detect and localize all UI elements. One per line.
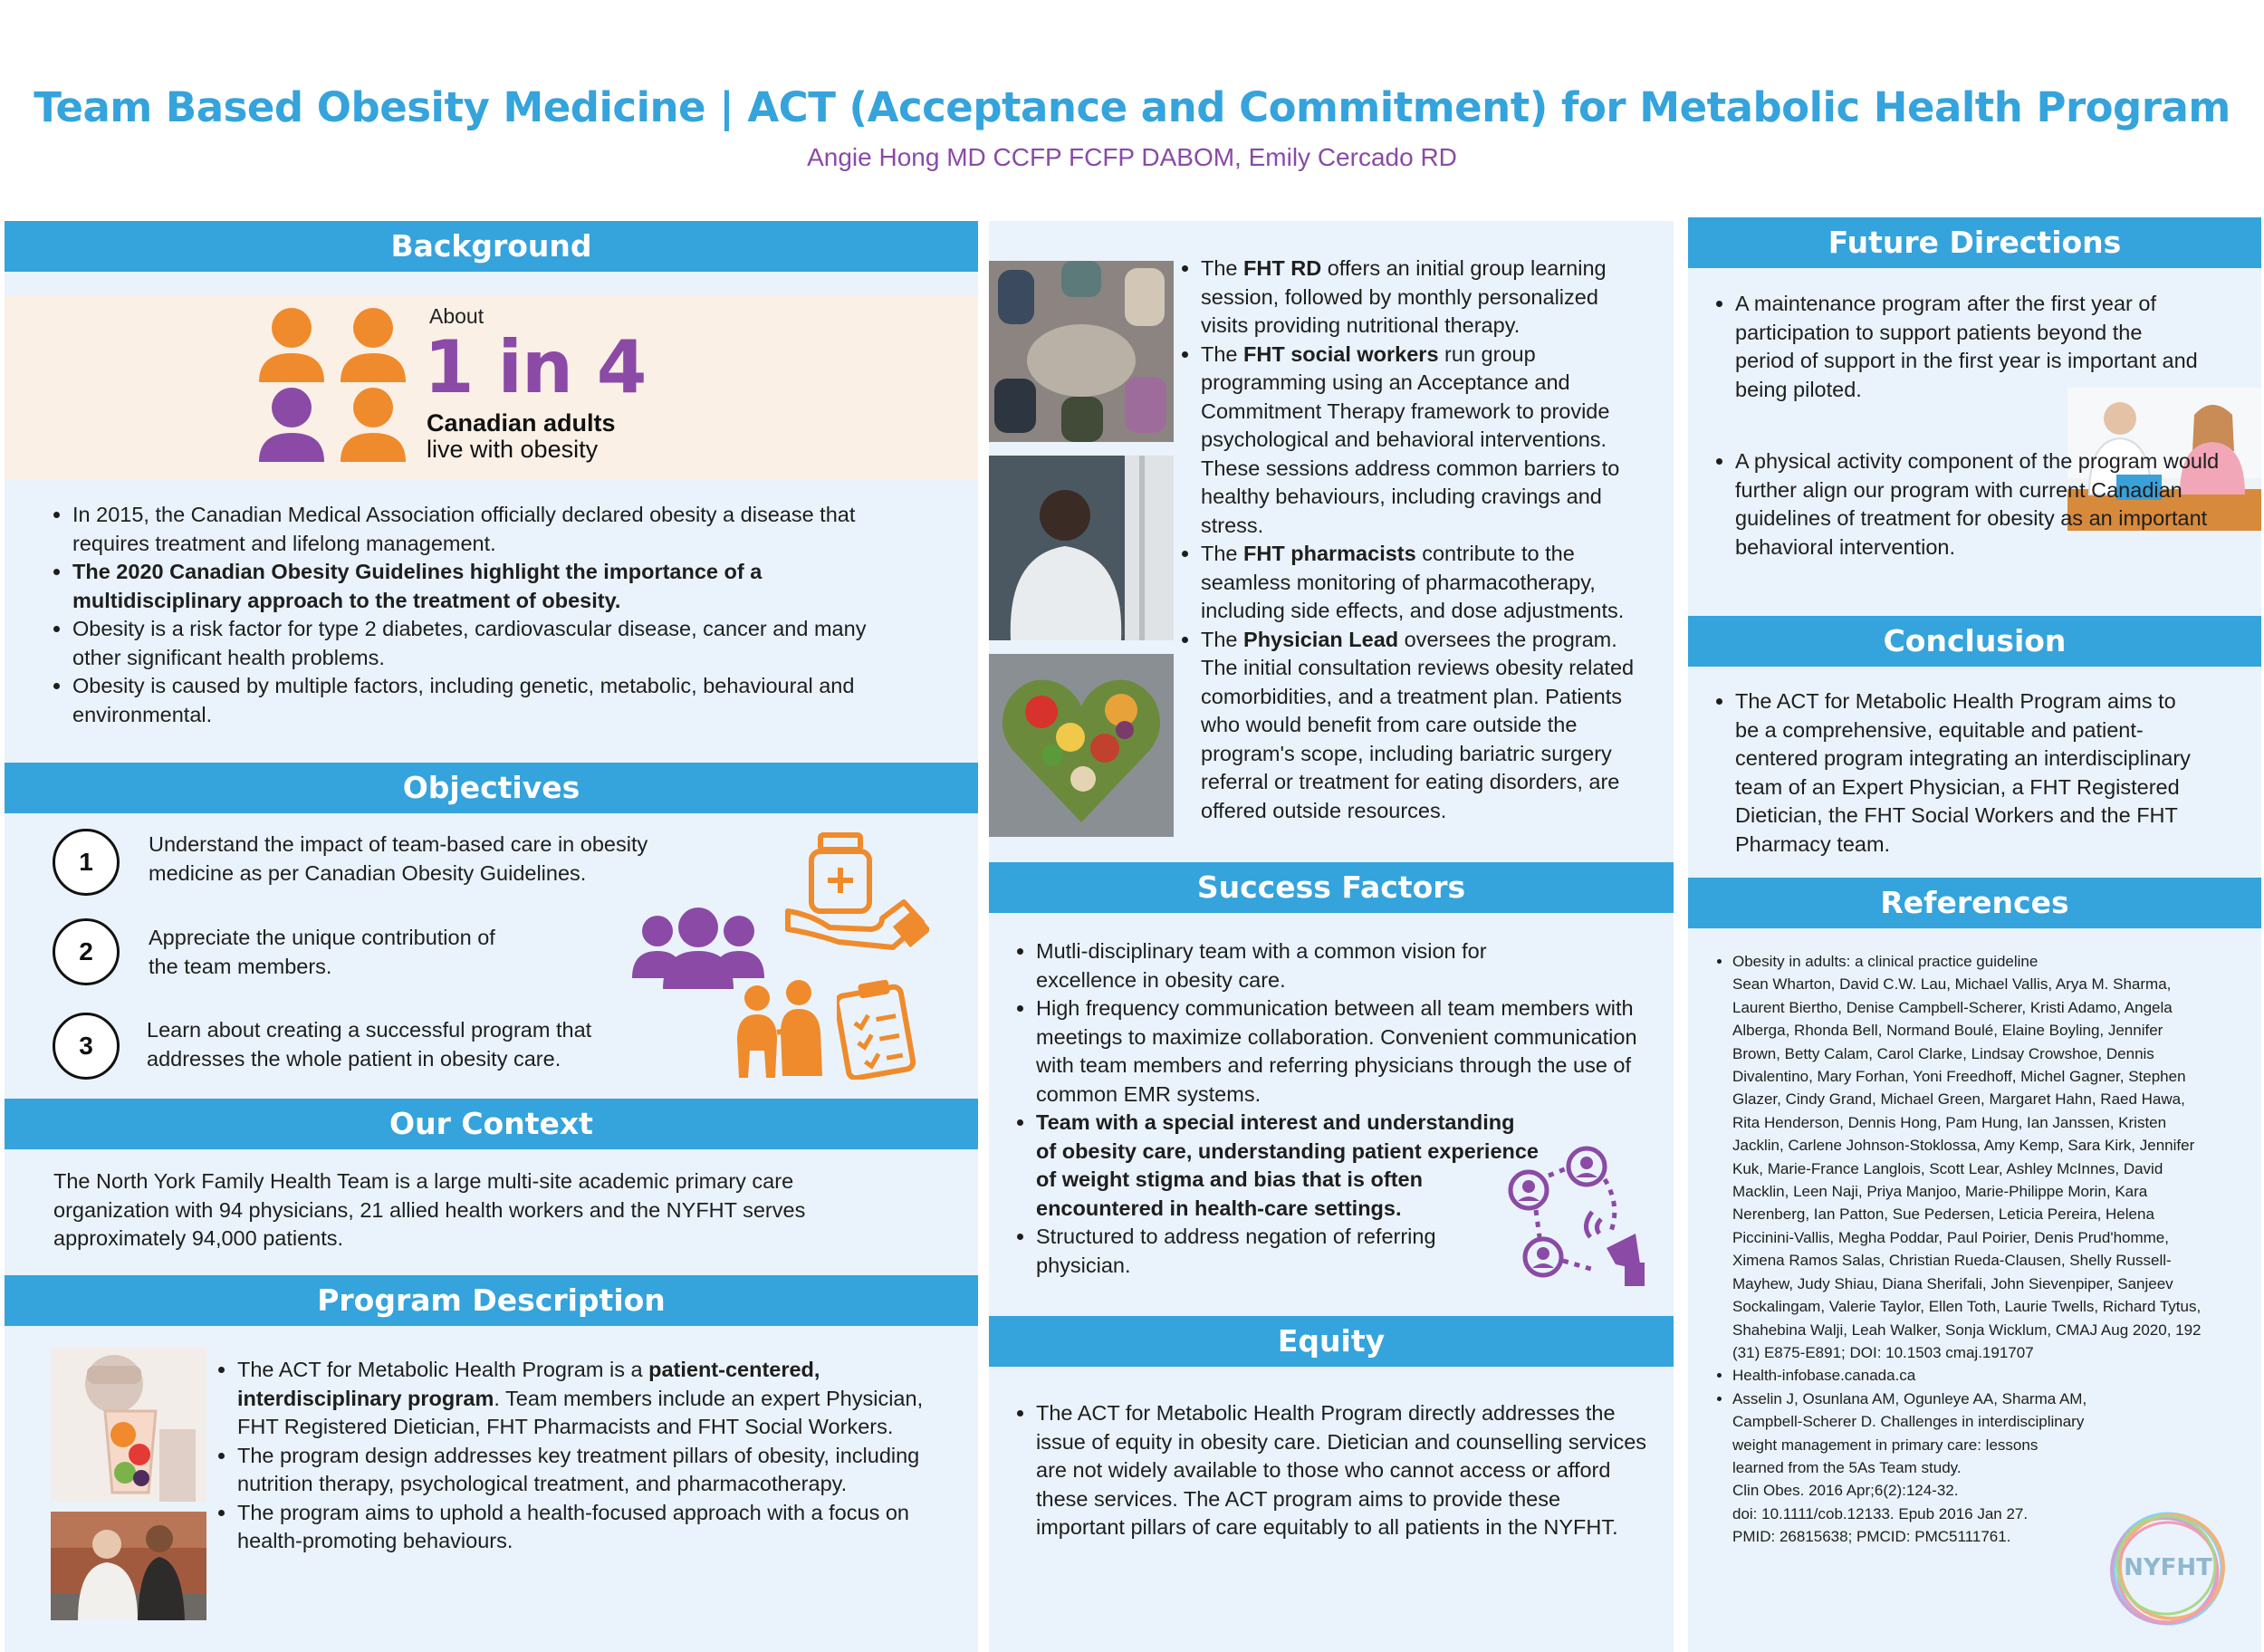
reference-3-line-3: weight management in primary care: lessons bbox=[1732, 1436, 2039, 1454]
background-bullet-3: • Obesity is a risk factor for type 2 diabetes, cardiovascular disease, cancer and many other significant health problems. bbox=[72, 615, 920, 672]
food-heart-photo bbox=[989, 654, 1174, 837]
person-orange-2 bbox=[341, 308, 406, 382]
team-rd-pre: The bbox=[1201, 256, 1244, 280]
program-bullet-2: • The program design addresses key treatment pillars of obesity, including nutrition therapy, psychological treatment, and pharmacotherapy. bbox=[237, 1442, 931, 1499]
reference-3-line-7: PMID: 26815638; PMCID: PMC5111761. bbox=[1732, 1528, 2011, 1546]
objective-number-3: 3 bbox=[53, 1013, 120, 1080]
reference-3-line-1: • Asselin J, Osunlana AM, Ogunleye AA, Sharma AM, bbox=[1732, 1389, 2087, 1407]
objective-number-1: 1 bbox=[53, 829, 120, 896]
medicine-hand-icon bbox=[784, 828, 929, 951]
network-communication-icon bbox=[1503, 1143, 1655, 1292]
program-b1-post: . Team members include an expert Physician, FHT Registered Dietician, FHT Pharmacists and FHT Social Workers. bbox=[237, 1386, 924, 1438]
team-bullets bbox=[1179, 255, 1650, 825]
team-sw-post: run group programming using an Acceptance and Commitment Therapy framework to provide psychological and behavioral interventions. These sessions address common barriers to healthy behaviours, including cravings and stress. bbox=[1201, 341, 1620, 537]
people-group-icon bbox=[255, 306, 415, 466]
objective-text-1: Understand the impact of team-based care in obesity medicine as per Canadian Obesity Guidelines. bbox=[149, 832, 648, 885]
reference-3-line-4: learned from the 5As Team study. bbox=[1732, 1458, 1962, 1476]
background-bullet-4: • Obesity is caused by multiple factors, including genetic, metabolic, behavioural and environmental. bbox=[72, 672, 920, 729]
future-bullet-2-wrap bbox=[1713, 447, 2248, 562]
stat-value: 1 in 4 bbox=[424, 325, 647, 409]
reference-3-line-5: Clin Obes. 2016 Apr;6(2):124-32. bbox=[1732, 1482, 1959, 1500]
equity-text bbox=[1014, 1399, 1648, 1542]
team-rd-bold: FHT RD bbox=[1243, 256, 1322, 280]
objectives-heading: Objectives bbox=[5, 763, 978, 813]
team-pl-post: oversees the program. The initial consultation reviews obesity related comorbidities, and a treatment plan. Patients who would benefit from care outside the program's scope, including bariatric surgery referral or treatment for eating disorders, are offered outside resources. bbox=[1201, 627, 1635, 822]
stat-about: About bbox=[429, 304, 484, 328]
doctor-patient-icon bbox=[732, 978, 826, 1081]
person-orange-3 bbox=[341, 388, 406, 462]
team-sw-bold: FHT social workers bbox=[1243, 341, 1439, 366]
clipboard-icon bbox=[837, 978, 927, 1080]
woman-window-photo bbox=[989, 456, 1174, 640]
team-sw-pre: The bbox=[1201, 341, 1244, 366]
equity-heading: Equity bbox=[989, 1316, 1674, 1367]
conclusion-text bbox=[1713, 687, 2202, 859]
team-sw-bullet bbox=[1201, 341, 1650, 541]
reference-1-body: Sean Wharton, David C.W. Lau, Michael Vallis, Arya M. Sharma, Laurent Biertho, Denise Campbell-Scherer, Kristi Adamo, Angela Alberga, Rhonda Bell, Normand Boulé, Elaine Boyling, Jennifer Brown, Betty Calam, Carol Clarke, Lindsay Crowshoe, Dennis Divalentino, Mary Forhan, Yoni Freedhoff, Michel Gagner, Stephen Glazer, Cindy Grand, Michael Green, Margaret Hahn, Raed Hawa, Rita Henderson, Dennis Hong, Pam Hung, Ian Janssen, Kristen Jacklin, Carlene Johnson-Stoklossa, Amy Kemp, Sara Kirk, Jennifer Kuk, Marie-France Langlois, Scott Lear, Ashley McInnes, David Macklin, Leen Naji, Priya Manjoo, Marie-Philippe Morin, Kara Nerenberg, Ian Patton, Sue Pedersen, Leticia Pereira, Helena Piccinini-Vallis, Megha Poddar, Paul Poirier, Denis Prud'homme, Ximena Ramos Salas, Christian Rueda-Clausen, Shelly Russell-Mayhew, Judy Shiau, Diana Sherifali, John Sievenpiper, Sanjeev Sockalingam, Valerie Taylor, Ellen Toth, Laurie Twells, Richard Tytus, Shahebina Walji, Leah Walker, Sonja Wicklum, CMAJ Aug 2020, 192 (31) E875-E891; DOI: 10.1503 cmaj.191707 bbox=[1732, 975, 2202, 1361]
smoothie-photo bbox=[51, 1348, 206, 1502]
walking-couple-photo bbox=[51, 1512, 206, 1620]
objective-text-2: Appreciate the unique contribution of the team members. bbox=[149, 926, 495, 978]
poster-authors: Angie Hong MD CCFP FCFP DABOM, Emily Cercado RD bbox=[807, 143, 1457, 171]
team-pl-bold: Physician Lead bbox=[1243, 627, 1399, 651]
program-b1-bold: patient-centered, interdisciplinary program bbox=[237, 1358, 820, 1410]
context-heading: Our Context bbox=[5, 1099, 978, 1149]
background-bullet-1: • In 2015, the Canadian Medical Association officially declared obesity a disease that requires treatment and lifelong management. bbox=[72, 501, 920, 558]
future-bullet-1: • A maintenance program after the first year of participation to support patients beyond the period of support in the first year is important and being piloted. bbox=[1735, 290, 2202, 404]
reference-3-line-6: doi: 10.1111/cob.12133. Epub 2016 Jan 27. bbox=[1732, 1504, 2029, 1522]
background-bullets bbox=[51, 501, 920, 729]
team-rd-bullet bbox=[1201, 255, 1650, 341]
program-heading: Program Description bbox=[5, 1275, 978, 1326]
team-ph-bold: FHT pharmacists bbox=[1243, 542, 1416, 565]
future-b2-text: A physical activity component of the program would further align our program with current Canadian guidelines of treatment for obesity as an important behavioral intervention. bbox=[1735, 449, 2220, 559]
stat-line1: Canadian adults bbox=[427, 409, 616, 437]
success-heading: Success Factors bbox=[989, 862, 1674, 913]
group-session-photo bbox=[989, 261, 1174, 442]
team-ph-bullet bbox=[1201, 540, 1650, 626]
background-heading: Background bbox=[5, 221, 978, 272]
success-bullet-2: • High frequency communication between all team members with meetings to maximize collaboration. Convenient communication with team members and referring physicians through the use of common EMR systems. bbox=[1036, 994, 1648, 1109]
team-pl-pre: The bbox=[1201, 627, 1244, 651]
future-bullet-2 bbox=[1735, 447, 2248, 562]
context-text: The North York Family Health Team is a large multi-site academic primary care organization with 94 physicians, 21 allied health workers and the NYFHT serves approximately 94,000 patients. bbox=[53, 1169, 806, 1250]
conclusion-heading: Conclusion bbox=[1688, 616, 2261, 667]
references-list bbox=[1714, 950, 2212, 1549]
background-bullet-2: • The 2020 Canadian Obesity Guidelines highlight the importance of a multidisciplinary approach to the treatment of obesity. bbox=[72, 558, 920, 615]
program-bullet-3: • The program aims to uphold a health-focused approach with a focus on health-promoting behaviours. bbox=[237, 1499, 931, 1556]
program-bullets bbox=[216, 1356, 931, 1556]
references-heading: References bbox=[1688, 878, 2261, 928]
future-heading: Future Directions bbox=[1688, 217, 2261, 268]
team-ph-post: contribute to the seamless monitoring of pharmacotherapy, including side effects, and dose adjustments. bbox=[1201, 542, 1625, 622]
person-purple bbox=[259, 388, 324, 462]
equity-bullet: • The ACT for Metabolic Health Program directly addresses the issue of equity in obesity care. Dietician and counselling services are not widely available to those who cannot access or afford these services. The ACT program aims to provide these important pillars of care equitably to all patients in the NYFHT. bbox=[1036, 1399, 1648, 1542]
person-orange-1 bbox=[259, 308, 324, 382]
success-bullet-3: • Team with a special interest and understanding of obesity care, understanding patient experience of weight stigma and bias that is often encountered in health-care settings. bbox=[1036, 1109, 1648, 1223]
poster-title: Team Based Obesity Medicine | ACT (Acceptance and Commitment) for Metabolic Health Program bbox=[34, 83, 2230, 131]
reference-3-line-2: Campbell-Scherer D. Challenges in interdisciplinary bbox=[1732, 1413, 2085, 1431]
team-pl-bullet bbox=[1201, 626, 1650, 826]
objective-text-3: Learn about creating a successful program that addresses the whole patient in obesity care. bbox=[147, 1018, 592, 1071]
reference-2: • Health-infobase.canada.ca bbox=[1732, 1364, 2212, 1387]
stat-line2: live with obesity bbox=[427, 436, 599, 463]
team-rd-post: offers an initial group learning session, followed by monthly personalized visits providing nutritional therapy. bbox=[1201, 256, 1607, 337]
team-ph-pre: The bbox=[1201, 542, 1244, 565]
success-bullet-1: • Mutli-disciplinary team with a common vision for excellence in obesity care. bbox=[1036, 937, 1648, 994]
program-bullet-1 bbox=[237, 1356, 931, 1442]
conclusion-bullet: • The ACT for Metabolic Health Program aims to be a comprehensive, equitable and patient-centered program integrating an interdisciplinary team of an Expert Physician, a FHT Registered Dietician, the FHT Social Workers and the FHT Pharmacy team. bbox=[1735, 687, 2202, 859]
reference-1 bbox=[1732, 950, 2212, 1364]
reference-1-title: • Obesity in adults: a clinical practice guideline bbox=[1732, 953, 2039, 970]
success-bullet-4: • Structured to address negation of referring physician. bbox=[1036, 1223, 1648, 1280]
nyfht-logo-text: NYFHT bbox=[2124, 1554, 2212, 1581]
program-b1-pre: The ACT for Metabolic Health Program is a bbox=[237, 1358, 649, 1381]
objective-number-2: 2 bbox=[53, 918, 120, 985]
